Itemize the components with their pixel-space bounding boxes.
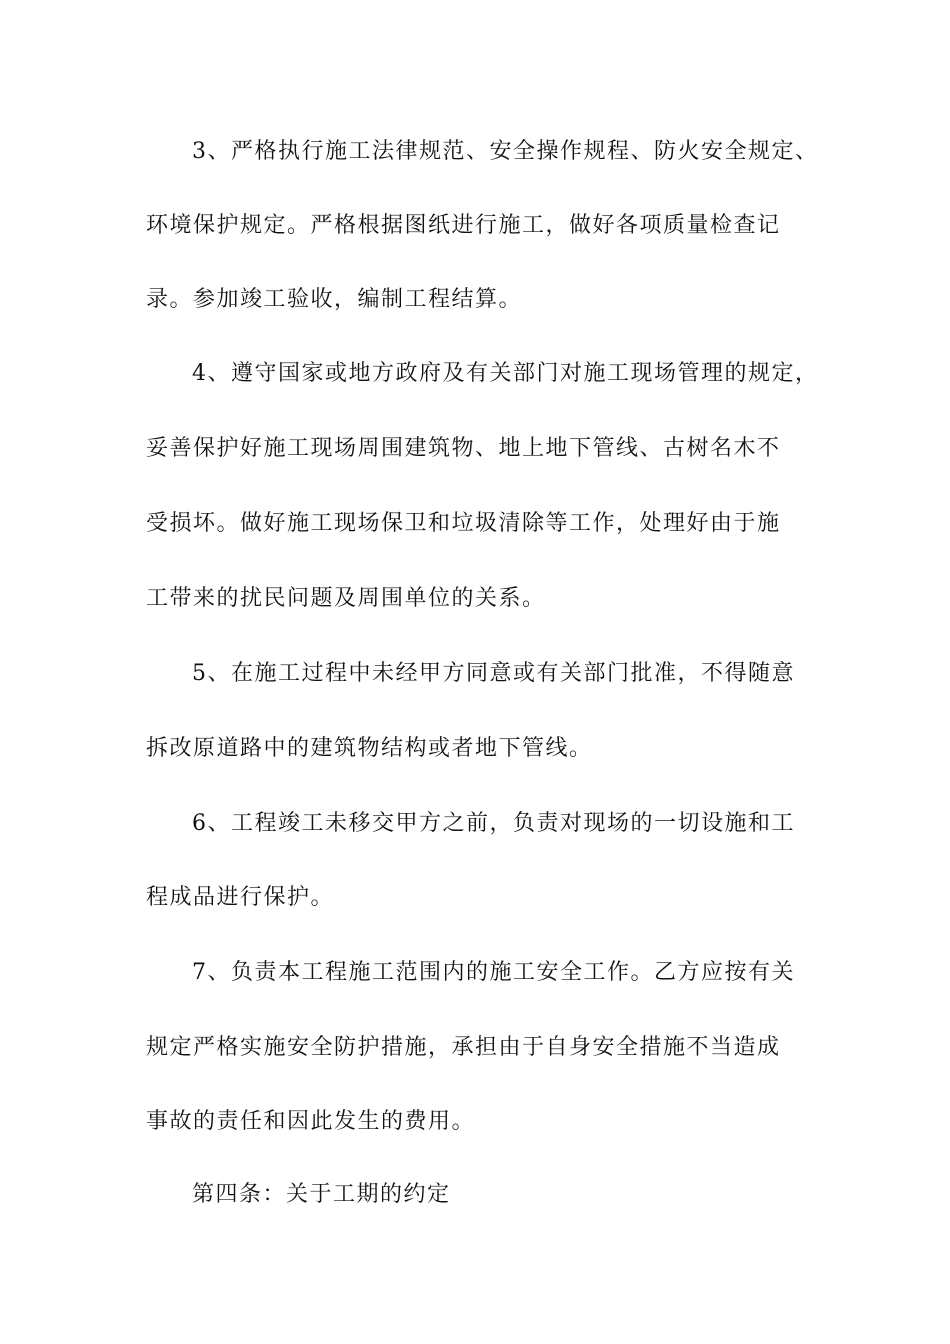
paragraph-item-5-line-2: 拆改原道路中的建筑物结构或者地下管线。 xyxy=(146,736,593,761)
paragraph-item-6-line-1: 6、工程竣工未移交甲方之前，负责对现场的一切设施和工 xyxy=(192,811,795,836)
paragraph-item-4-line-3: 受损坏。做好施工现场保卫和垃圾清除等工作，处理好由于施 xyxy=(146,511,781,536)
paragraph-item-3-line-2: 环境保护规定。严格根据图纸进行施工，做好各项质量检查记 xyxy=(146,213,781,238)
paragraph-item-4-line-2: 妥善保护好施工现场周围建筑物、地上地下管线、古树名木不 xyxy=(146,436,781,461)
paragraph-item-5-line-1: 5、在施工过程中未经甲方同意或有关部门批准，不得随意 xyxy=(192,661,795,686)
paragraph-item-4-line-1: 4、遵守国家或地方政府及有关部门对施工现场管理的规定， xyxy=(192,361,819,386)
paragraph-item-7-line-3: 事故的责任和因此发生的费用。 xyxy=(146,1109,476,1134)
paragraph-item-4-line-4: 工带来的扰民问题及周围单位的关系。 xyxy=(146,586,546,611)
paragraph-item-7-line-2: 规定严格实施安全防护措施，承担由于自身安全措施不当造成 xyxy=(146,1035,781,1060)
section-heading: 第四条：关于工期的约定 xyxy=(192,1182,451,1207)
paragraph-item-3-line-3: 录。参加竣工验收，编制工程结算。 xyxy=(146,287,523,312)
paragraph-item-3-line-1: 3、严格执行施工法律规范、安全操作规程、防火安全规定、 xyxy=(192,139,819,164)
paragraph-item-7-line-1: 7、负责本工程施工范围内的施工安全工作。乙方应按有关 xyxy=(192,960,795,985)
paragraph-item-6-line-2: 程成品进行保护。 xyxy=(146,885,335,910)
